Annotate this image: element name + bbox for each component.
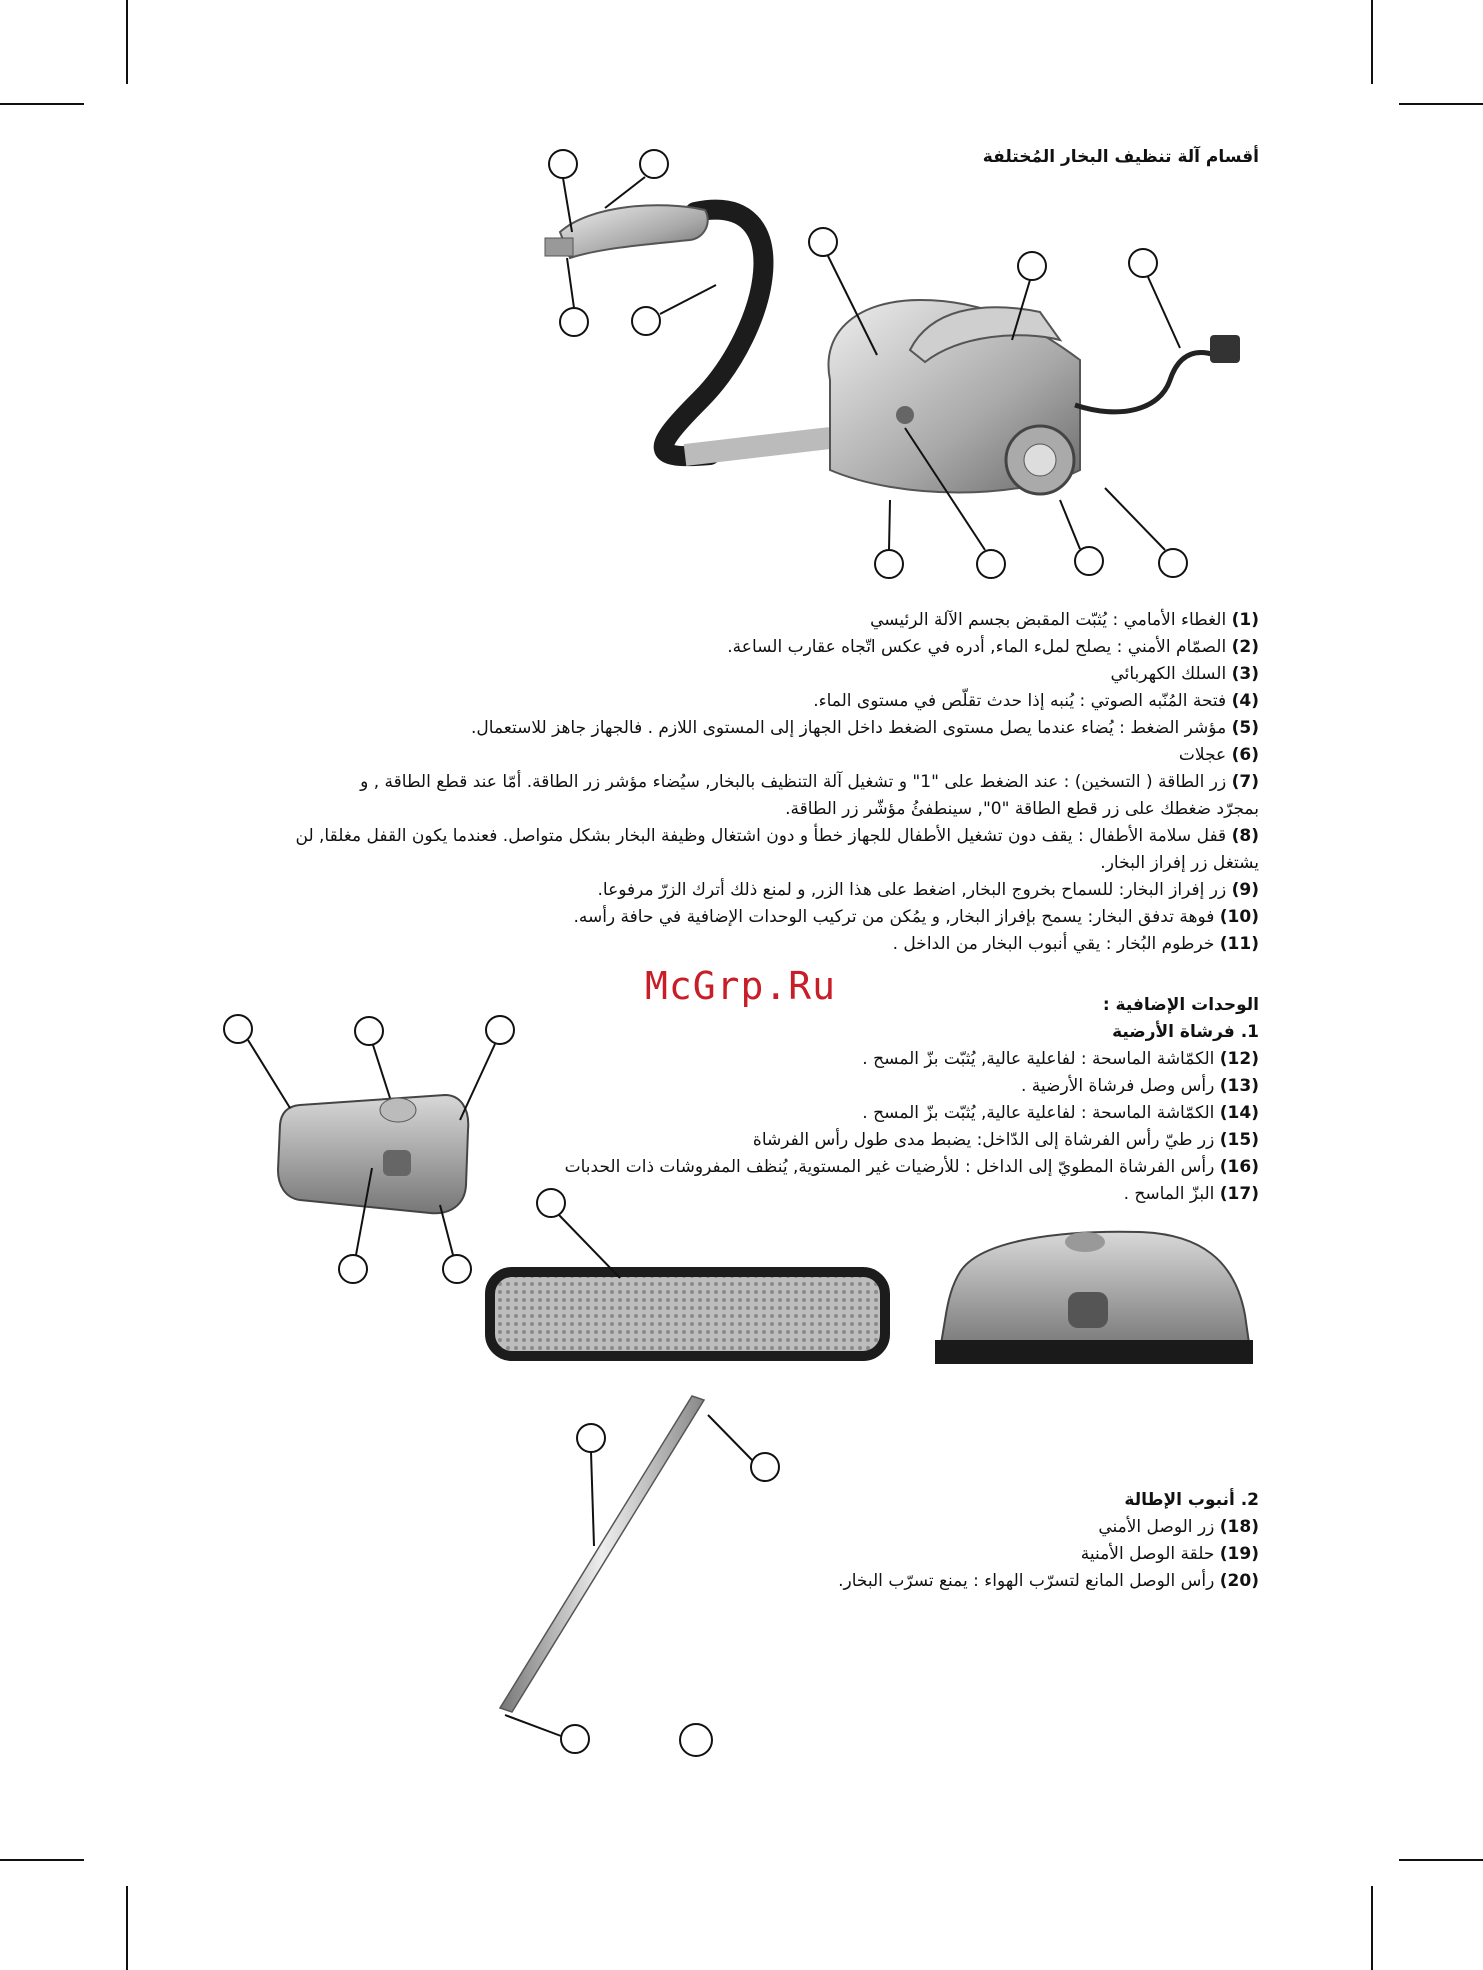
part-item-7: (7) زر الطاقة ( التسخين) : عند الضغط على "1" و تشغيل آلة التنظيف بالبخار, سيُضاء مؤشر زر الطاقة. أمّا عند قطع الطاقة , و [360,772,1259,792]
page-heading: أقسام آلة تنظيف البخار المُختلفة [982,147,1259,167]
parts-list [296,607,1260,958]
accessory-item-13: (13) رأس وصل فرشاة الأرضية . [1020,1076,1259,1096]
floor-brush-title: 1. فرشاة الأرضية [1112,1022,1259,1042]
cleaning-cloth-drawing [490,1189,885,1356]
part-item-4: (4) فتحة المُنّبه الصوتي : يُنبه إذا حدث تقلّص في مستوى الماء. [813,691,1259,711]
part-item-8: (8) قفل سلامة الأطفال : يقف دون تشغيل الأطفال للجهاز خطأ و دون اشتغال وظيفة البخار بشكل متواصل. فعندما يكون القفل مغلقا, لن [295,826,1259,846]
accessory-item-14: (14) الكمّاشة الماسحة : لفاعلية عالية, يُثبّت بزّ المسح . [862,1103,1259,1123]
part-item-5: (5) مؤشر الضغط : يُضاء عندما يصل مستوى الضغط داخل الجهاز إلى المستوى اللازم . فالجهاز جاهز للاستعمال. [471,718,1259,738]
floor-brush-drawing [224,1015,514,1283]
accessory-item-15: (15) زر طيّ رأس الفرشاة إلى الدّاخل: يضبط مدى طول رأس الفرشاة [752,1130,1259,1150]
part-item-9: (9) زر إفراز البخار: للسماح بخروج البخار, اضغط على هذا الزر, و لمنع ذلك أترك الزرّ مرفوعا. [597,880,1259,900]
part-item-6: (6) عجلات [1178,745,1259,765]
extension-tube-section [838,1487,1259,1595]
part-item-8-continued: يشتغل زر إفراز البخار. [1100,853,1259,873]
accessory-item-12: (12) الكمّاشة الماسحة : لفاعلية عالية, يُثبّت بزّ المسح . [862,1049,1259,1069]
watermark: McGrp.Ru [645,964,837,1008]
steam-cleaner-drawing [545,150,1240,578]
parts-section [983,144,1259,170]
part-item-3: (3) السلك الكهربائي [1110,664,1259,684]
accessory-item-20: (20) رأس الوصل المانع لتسرّب الهواء : يمنع تسرّب البخار. [838,1571,1259,1591]
accessory-item-19: (19) حلقة الوصل الأمنية [1080,1544,1259,1564]
accessory-item-16: (16) رأس الفرشاة المطويّ إلى الداخل : للأرضيات غير المستوية, يُنظف المفروشات ذات الحدبات [564,1157,1259,1177]
accessory-item-17: (17) البزّ الماسح . [1123,1184,1259,1204]
floor-brush-photo [935,1232,1253,1364]
part-item-10: (10) فوهة تدفق البخار: يسمح بإفراز البخار, و يمُكن من تركيب الوحدات الإضافية في حافة رأسه. [573,907,1259,927]
extension-tube-title: 2. أنبوب الإطالة [1124,1490,1259,1510]
part-item-1: (1) الغطاء الأمامي : يُثبّت المقبض بجسم الآلة الرئيسي [870,610,1259,630]
extension-tube-drawing [500,1396,779,1756]
accessory-item-18: (18) زر الوصل الأمني [1098,1517,1259,1537]
part-item-7-continued: بمجرّد ضغطك على زر قطع الطاقة "0", سينطفئُ مؤشّر زر الطاقة. [785,799,1259,819]
part-item-11: (11) خرطوم البُخار : يقي أنبوب البخار من الداخل . [892,934,1259,954]
accessories-title: الوحدات الإضافية : [1102,995,1259,1015]
accessories-section [565,992,1259,1208]
part-item-2: (2) الصمّام الأمني : يصلح لملء الماء, أدره في عكس اتّجاه عقارب الساعة. [727,637,1259,657]
